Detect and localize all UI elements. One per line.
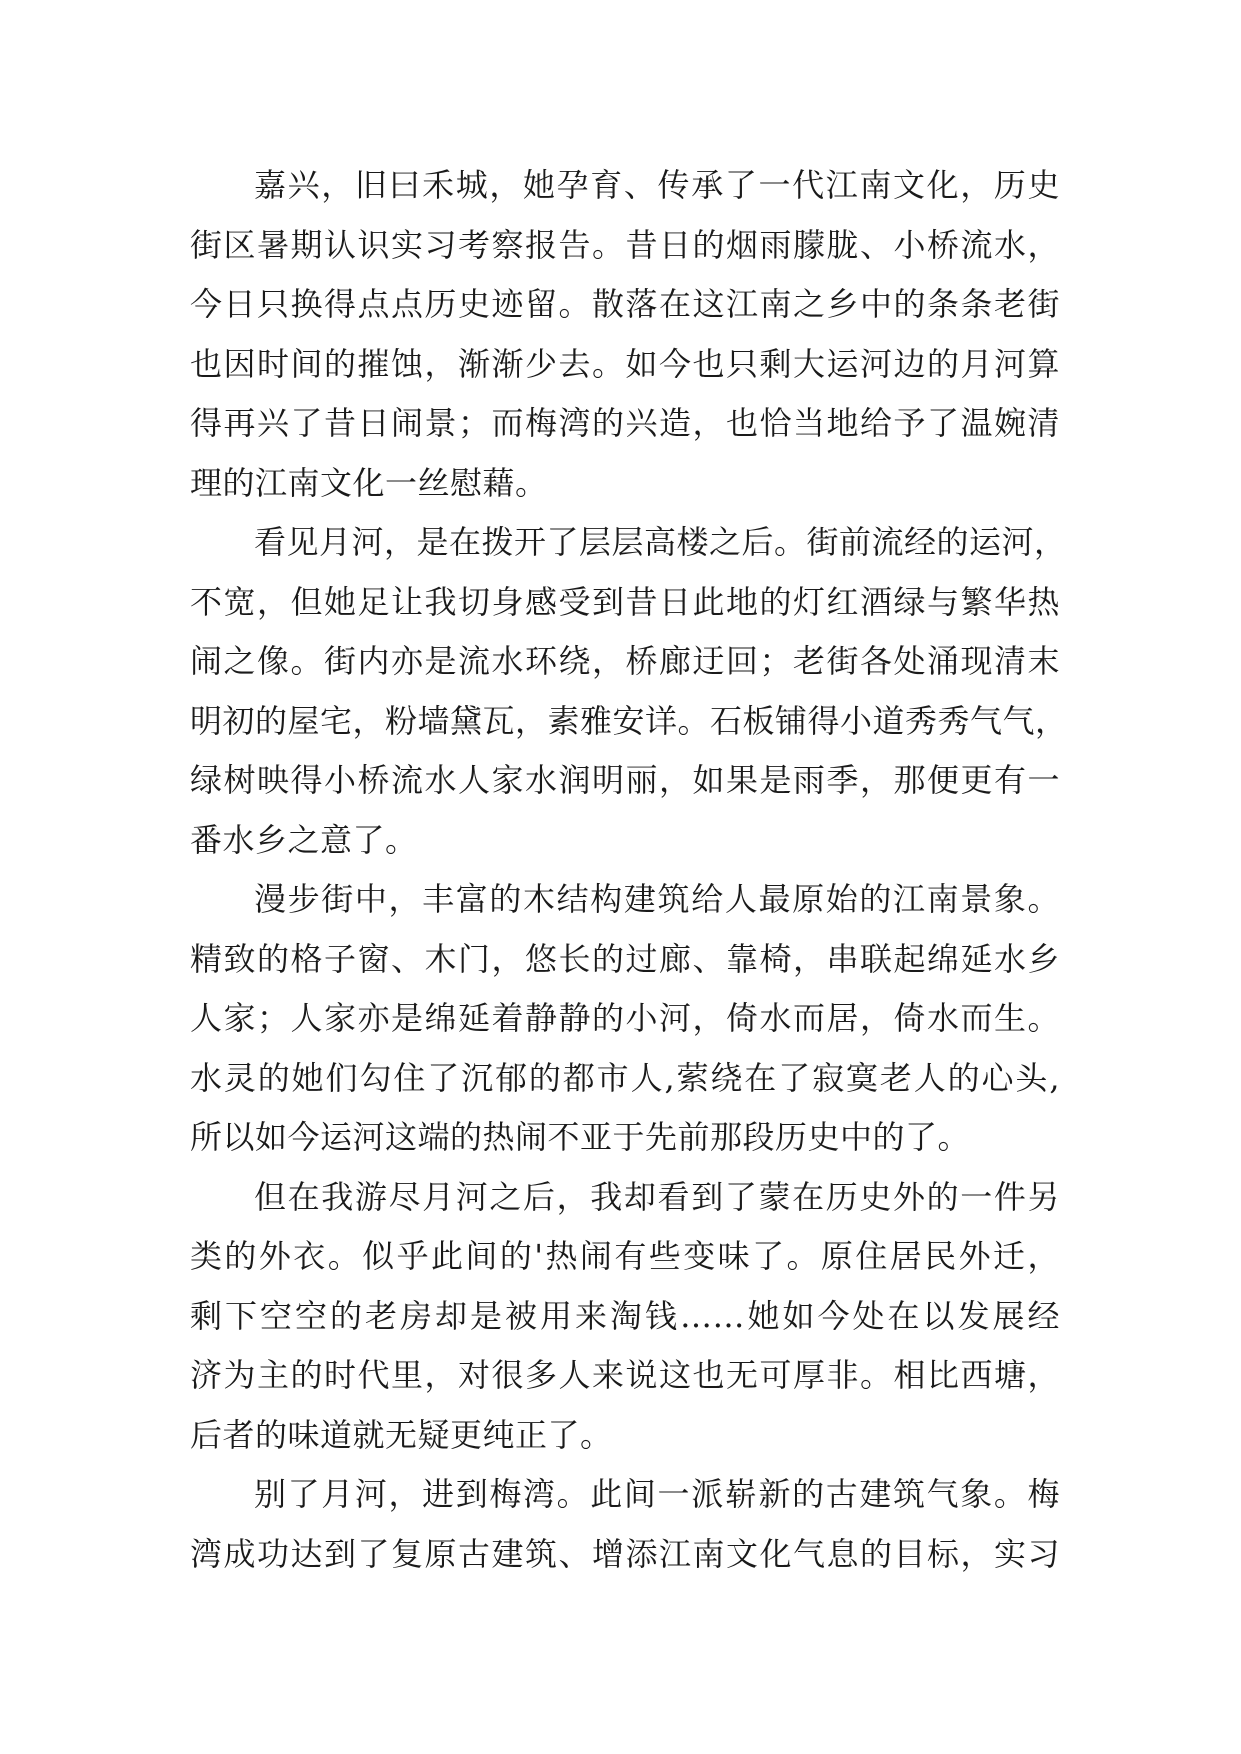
paragraph-line: 济为主的时代里，对很多人来说这也无可厚非。相比西塘， <box>190 1356 1060 1394</box>
paragraph-line: 湾成功达到了复原古建筑、增添江南文化气息的目标，实习 <box>190 1534 1060 1573</box>
paragraph-line: 水灵的她们勾住了沉郁的都市人,萦绕在了寂寞老人的心头, <box>190 1058 1060 1097</box>
paragraph-line: 理的江南文化一丝慰藉。 <box>190 463 548 502</box>
paragraph-line: 番水乡之意了。 <box>190 820 418 859</box>
paragraph-line: 人家；人家亦是绵延着静静的小河，倚水而居，倚水而生。 <box>190 999 1060 1037</box>
paragraph-line: 嘉兴，旧曰禾城，她孕育、传承了一代江南文化，历史 <box>254 166 1060 204</box>
paragraph-line: 所以如今运河这端的热闹不亚于先前那段历史中的了。 <box>190 1118 971 1156</box>
paragraph-4 <box>190 1168 1060 1466</box>
paragraph-line: 绿树映得小桥流水人家水润明丽，如果是雨季，那便更有一 <box>190 761 1060 799</box>
paragraph-line: 得再兴了昔日闹景；而梅湾的兴造，也恰当地给予了温婉清 <box>190 404 1060 442</box>
paragraph-line: 今日只换得点点历史迹留。散落在这江南之乡中的条条老街 <box>190 285 1060 323</box>
paragraph-line: 后者的味道就无疑更纯正了。 <box>190 1415 613 1454</box>
paragraph-line: 剩下空空的老房却是被用来淘钱……她如今处在以发展经 <box>190 1296 1060 1335</box>
paragraph-line: 明初的屋宅，粉墙黛瓦，素雅安详。石板铺得小道秀秀气气， <box>190 701 1068 740</box>
paragraph-line: 看见月河，是在拨开了层层高楼之后。街前流经的运河， <box>254 523 1067 561</box>
paragraph-3 <box>190 870 1060 1168</box>
paragraph-line: 但在我游尽月河之后，我却看到了蒙在历史外的一件另 <box>254 1177 1060 1216</box>
paragraph-line: 也因时间的摧蚀，渐渐少去。如今也只剩大运河边的月河算 <box>190 344 1060 383</box>
paragraph-line: 不宽，但她足让我切身感受到昔日此地的灯红酒绿与繁华热 <box>190 582 1060 621</box>
paragraph-1 <box>190 156 1060 513</box>
paragraph-line: 精致的格子窗、木门，悠长的过廊、靠椅，串联起绵延水乡 <box>190 939 1060 978</box>
document-body <box>190 156 1068 1584</box>
paragraph-line: 街区暑期认识实习考察报告。昔日的烟雨朦胧、小桥流水， <box>190 225 1060 264</box>
paragraph-line: 类的外衣。似乎此间的'热闹有些变味了。原住居民外迁， <box>190 1237 1060 1275</box>
paragraph-line: 闹之像。街内亦是流水环绕，桥廊迂回；老街各处涌现清末 <box>190 642 1060 680</box>
paragraph-5 <box>190 1465 1060 1584</box>
paragraph-2 <box>190 513 1068 870</box>
paragraph-line: 别了月河，进到梅湾。此间一派崭新的古建筑气象。梅 <box>254 1475 1060 1513</box>
paragraph-line: 漫步街中，丰富的木结构建筑给人最原始的江南景象。 <box>254 880 1060 918</box>
